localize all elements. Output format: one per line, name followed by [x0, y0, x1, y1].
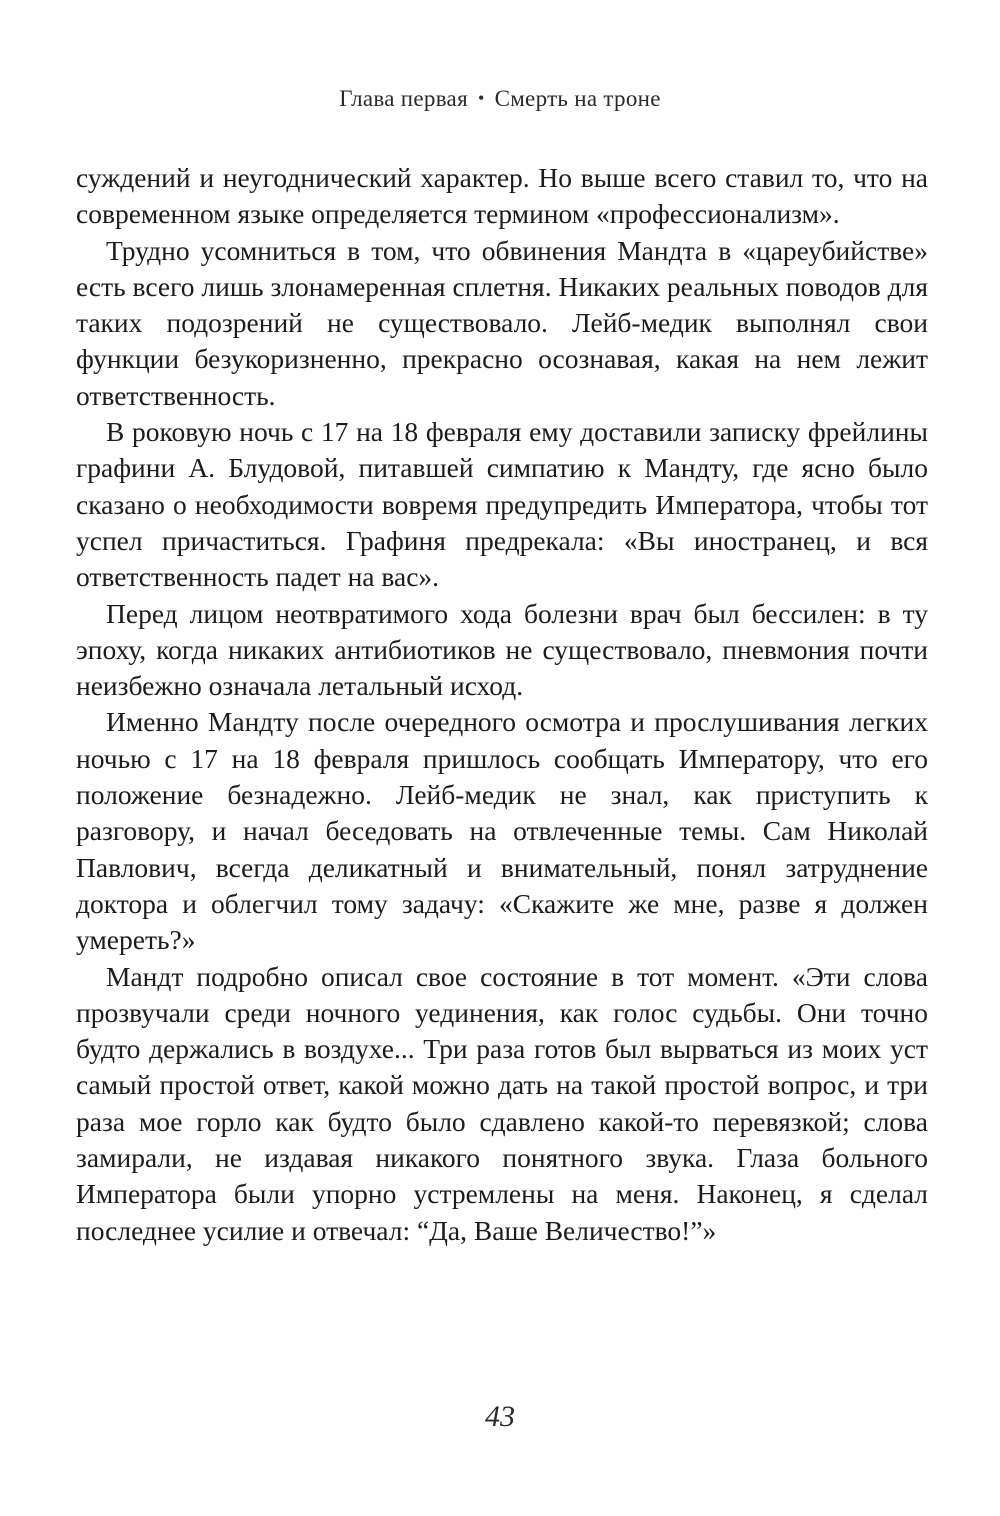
paragraph: Перед лицом неотвратимого хода болезни врач был бессилен: в ту эпоху, когда никаких антибиотиков не существовало, пневмония почти неизбежно означала летальный исход. [76, 597, 928, 702]
paragraph: Мандт подробно описал свое состояние в тот момент. «Эти слова прозвучали среди ночного уединения, как голос судьбы. Они точно будто держались в воздухе... Три раза готов был вырваться из моих уст самый простой ответ, какой можно дать на такой простой вопрос, и три раза мое горло как будто было сдавлено какой-то перевязкой; слова замирали, не издавая никакого понятного звука. Глаза больного Императора были упорно устремлены на меня. Наконец, я сделал последнее усилие и отвечал: “Да, Ваше Величество!”» [76, 960, 928, 1246]
paragraph: В роковую ночь с 17 на 18 февраля ему доставили записку фрейлины графини А. Блудовой, питавшей симпатию к Мандту, где ясно было сказано о необходимости вовремя предупредить Императора, чтобы тот успел причаститься. Графиня предрекала: «Вы иностранец, и вся ответственность падет на вас». [76, 416, 928, 593]
paragraph-continued: суждений и неугоднический характер. Но выше всего ставил то, что на современном языке определяется термином «профессионализм». [76, 162, 928, 230]
running-header [0, 86, 1000, 112]
body-text [76, 160, 928, 1249]
chapter-label: Глава первая [339, 86, 468, 111]
chapter-title: Смерть на троне [494, 86, 661, 111]
page-number: 43 [485, 1400, 515, 1433]
header-separator: • [477, 88, 485, 108]
paragraph: Трудно усомниться в том, что обвинения Мандта в «цареубийстве» есть всего лишь злонамеренная сплетня. Никаких реальных поводов для таких подозрений не существовало. Лейб-медик выполнял свои функции безукоризненно, прекрасно осознавая, какая на нем лежит ответственность. [76, 234, 928, 411]
paragraph: Именно Мандту после очередного осмотра и прослушивания легких ночью с 17 на 18 февраля пришлось сообщать Императору, что его положение безнадежно. Лейб-медик не знал, как приступить к разговору, и начал беседовать на отвлеченные темы. Сам Николай Павлович, всегда деликатный и внимательный, понял затруднение доктора и облегчил тому задачу: «Скажите же мне, разве я должен умереть?» [76, 706, 928, 956]
